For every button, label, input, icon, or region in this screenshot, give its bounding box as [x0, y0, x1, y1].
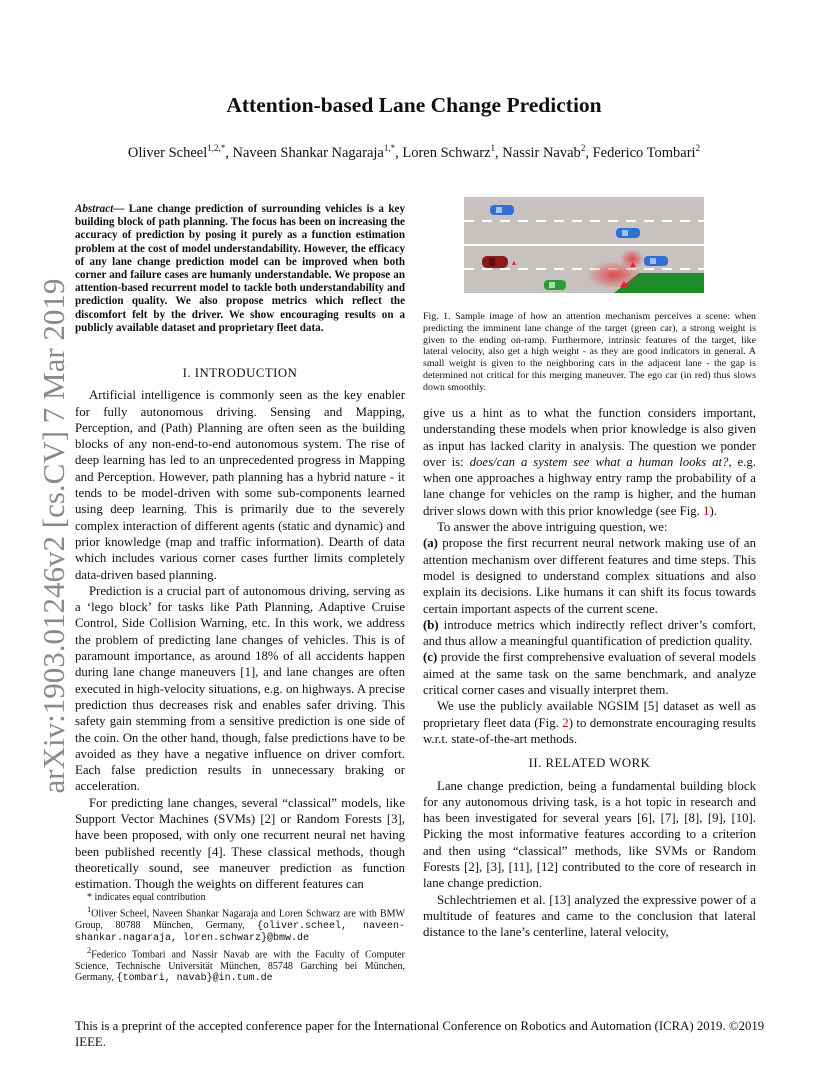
paper-title: Attention-based Lane Change Prediction	[226, 93, 602, 117]
contribution-item: (a) propose the first recurrent neural network making use of an attention mechanism over different features and time steps. This model is designed to understand complex situations and also explain its decisions. Like humans it can shift its focus towards certain important aspects of the current scene.	[423, 536, 756, 616]
author-affiliation: 1	[490, 143, 496, 153]
other-car	[616, 228, 640, 238]
paragraph: Lane change prediction, being a fundamental building block for any autonomous driving task, is a hot topic in research and has been investigated for several years [6], [7], [8], [9], [10]. Picking the most informative features according to a criterion and then using “classical” methods, like SVMs or Random Forests [2], [3], [11], [12] contributed to the core of research in lane change prediction.	[423, 778, 756, 891]
target-car	[544, 280, 566, 290]
author-affiliation: 2	[580, 143, 586, 153]
right-column	[423, 405, 756, 941]
ego-car	[482, 256, 508, 268]
figure-reference-link[interactable]: 1	[703, 503, 710, 518]
footnote-2-text: Federico Tombari and Nassir Navab are with the Faculty of Computer Science, Technische Universität München, 85748 Garching bei München, Germany,	[75, 949, 405, 984]
paragraph: We use the publicly available NGSIM [5] dataset as well as proprietary fleet data (Fig. 2) to demonstrate encouraging results w.r.t. state-of-the-art methods.	[423, 699, 756, 746]
footnote-1: $^1$Oliver Scheel, Naveen Shankar Nagaraja and Loren Schwarz are with BMW Group, 80788 München, Germany, {oliver.scheel, naveen-shankar.nagaraja, loren.schwarz}@bmw.de	[75, 904, 405, 945]
figure-1-caption: Fig. 1. Sample image of how an attention mechanism perceives a scene: when predicting the imminent lane change of the target (green car), a strong weight is given to the ending on-ramp. Furthermore, intrinsic features of the target, like lateral velocity, also get a high weight - as they are good indicators in general. A small weight is given to the neighboring cars in the adjacent lane - the gap is determined not critical for this merging maneuver. The ego car (in red) thus slows down smoothly.	[423, 311, 756, 393]
abstract-label: Abstract—	[75, 203, 125, 215]
author: Oliver Scheel	[127, 144, 208, 161]
footnote-2: $^2$Federico Tombari and Nassir Navab are with the Faculty of Computer Science, Technische Universität München, 85748 Garching bei München, Germany, {tombari, navab}@in.tum.de	[75, 945, 405, 985]
paragraph: Prediction is a crucial part of autonomous driving, serving as a ‘lego block’ for tasks like Path Planning, Adaptive Cruise Control, Side Collision Warning, etc. In this work, we address the problem of predicting lane changes of vehicles. This is of paramount importance, as around 18% of all accidents happen during lane change maneuvers [1], and lane changes are often executed in high-velocity situations, e.g. on highways. A precise prediction thus decreases risk and enables safer driving. This safety gain stemming from a sensitive prediction is one side of the coin. On the other hand, though, false predictions have to be avoided as they have a negative influence on driver comfort. Each false prediction results in unnecessary braking or acceleration.	[75, 583, 405, 794]
author: Loren Schwarz	[402, 144, 491, 161]
arxiv-identifier: arXiv:1903.01246v2 [cs.CV] 7 Mar 2019	[36, 278, 71, 794]
abstract	[75, 203, 405, 335]
figure-1-scene	[464, 197, 704, 293]
left-column	[75, 357, 405, 893]
author: Federico Tombari	[592, 144, 696, 161]
preprint-notice: This is a preprint of the accepted conference paper for the International Conference on Robotics and Automation (ICRA) 2019. ©2019 IEEE.	[75, 1019, 765, 1049]
footnote-equal-contribution: * indicates equal contribution	[87, 892, 206, 903]
footnote-1-text: Oliver Scheel, Naveen Shankar Nagaraja and Loren Schwarz are with BMW Group, 80788 München, Germany,	[75, 907, 405, 931]
author-affiliation: 2	[695, 143, 701, 153]
paragraph: To answer the above intriguing question, we:	[437, 520, 668, 535]
author: Naveen Shankar Nagaraja	[232, 144, 384, 161]
section-heading-related-work: II. RELATED WORK	[528, 756, 651, 771]
abstract-text: Lane change prediction of surrounding vehicles is a key building block of path planning. The focus has been on increasing the accuracy of prediction by posing it purely as a function estimation problem at the cost of model understandability. However, the efficacy of any lane change prediction model can be improved when both corner and failure cases are humanly understandable. We propose an attention-based recurrent model to tackle both understandability and prediction quality. We also propose metrics which reflect the discomfort felt by the driver. We show encouraging results on a publicly available dataset and proprietary fleet data.	[75, 203, 405, 334]
footnote-1-email: {oliver.scheel, naveen-shankar.nagaraja, loren.schwarz}@bmw.de	[75, 920, 405, 945]
scene-illustration	[464, 197, 704, 293]
paragraph: Artificial intelligence is commonly seen as the key enabler for fully autonomous driving. Sensing and Mapping, Perception, and (Path) Planning are often seen as the building blocks of any non-end-to-end autonomous system. The rise of deep learning has led to an unprecedented progress in Mapping and Perception. However, path planning has a hybrid nature - it tends to be model-driven with some sub-components learned using deep learning. This is primarily due to the severely complex interaction of different agents (static and dynamic) and prior knowledge (map and traffic information). Dearth of data which includes various corner cases further limits completely data-driven based planning.	[75, 388, 405, 582]
paragraph: give us a hint as to what the function considers important, understanding these models when prior knowledge is also given as input has lacked clarity in analysis. The question we ponder over is: does/can a system see what a human looks at?, e.g. when one approaches a highway entry ramp the probability of a lane change for vehicles on the ramp is higher, and the human driver slows down with this prior knowledge (see Fig. 1).	[423, 406, 756, 518]
other-car	[644, 256, 668, 266]
figure-reference-link[interactable]: 2	[562, 715, 569, 730]
footnote-2-email: {tombari, navab}@in.tum.de	[116, 973, 273, 985]
author-affiliation: 1,2,*	[207, 143, 226, 153]
paragraph: For predicting lane changes, several “classical” models, like Support Vector Machines (SVMs) [2] or Random Forests [3], have been proposed, with only one recurrent neural net having been published recently [4]. These classical methods, though theoretically sound, see maneuver prediction as function estimation. Though the weights on different features can	[75, 795, 405, 892]
author-affiliation: 1,*	[383, 143, 396, 153]
contribution-item: (c) provide the first comprehensive evaluation of several models aimed at the same task on the same benchmark, and analyze critical corner cases and visually interpret them.	[423, 650, 756, 698]
footnotes	[75, 892, 405, 985]
other-car	[490, 205, 514, 215]
section-heading-introduction: I. INTRODUCTION	[182, 366, 298, 380]
contribution-item: (b) introduce metrics which indirectly reflect driver’s comfort, and thus allow a meaningful quantification of prediction quality.	[423, 617, 756, 649]
author-list: Oliver Scheel$^{1,2,*}$, Naveen Shankar Nagaraja$^{1,*}$, Loren Schwarz$^1$, Nassir Navab$^2$, Federico Tombari$^2$	[127, 143, 701, 161]
paragraph: Schlechtriemen et al. [13] analyzed the expressive power of a multitude of features and came to the conclusion that lateral distance to the lane’s centerline, lateral velocity,	[423, 892, 756, 940]
author: Nassir Navab	[502, 144, 581, 161]
